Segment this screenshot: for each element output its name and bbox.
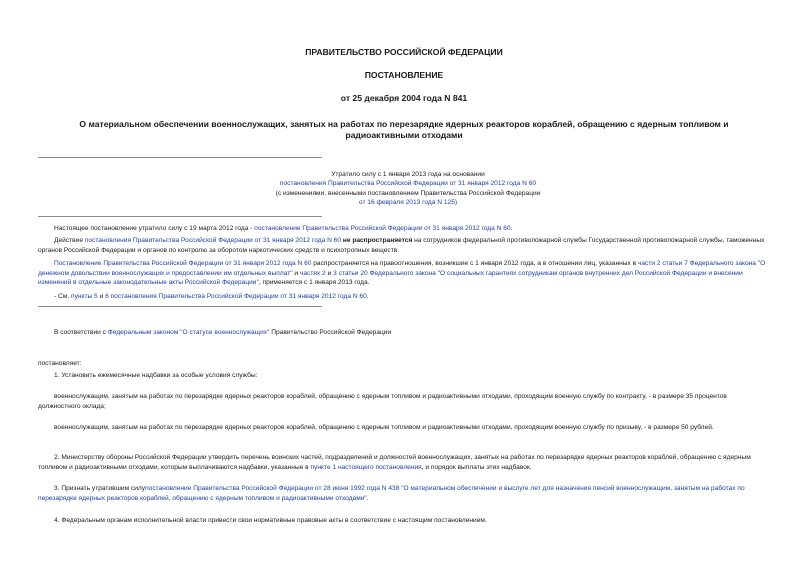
note-link[interactable]: постановление Правительства Российской Федерации от 31 января 2012 года N 60 <box>254 225 511 232</box>
note-paragraph <box>38 224 770 234</box>
body-text: В соответствии с <box>54 329 108 336</box>
decrees-label: постановляет: <box>38 360 82 367</box>
note-bold-text: не распространяется <box>341 237 413 244</box>
note-paragraph <box>38 259 770 288</box>
preamble-paragraph <box>38 328 770 338</box>
note-paragraph <box>38 236 770 255</box>
item-1-subparagraph: военнослужащим, занятым на работах по перезарядке ядерных реакторов кораблей, обращению с ядерным топливом и радиоактивными отходами, проходящим военную службу по призыву, - в размере 50 рублей. <box>54 424 714 431</box>
item-1-subparagraph: военнослужащим, занятым на работах по перезарядке ядерных реакторов кораблей, обращению с ядерным топливом и радиоактивными отходами, проходящим военную службу по контракту, - в размере 35 процентов должностного оклада; <box>38 393 727 410</box>
note-link[interactable]: 3 статьи 20 Федерального закона "О социальных гарантиях сотрудникам органов внутренних дел Российской Федерации и внесении изменений в отдельные законодательные акты Российской Федерации" <box>38 269 743 287</box>
lost-force-line: Утратило силу с 1 января 2013 года на основании <box>331 171 485 178</box>
item-3 <box>38 484 770 503</box>
lost-force-note <box>188 170 628 207</box>
note-link[interactable]: постановления Правительства Российской Федерации от 31 января 2012 года N 60 <box>84 237 341 244</box>
note-text: . <box>366 293 369 300</box>
lost-force-link[interactable]: постановления Правительства Российской Федерации от 31 января 2012 года N 60 <box>279 180 537 188</box>
body-text: 3. Признать утратившим силу <box>54 485 146 492</box>
note-text: , применяется с 1 января 2013 года. <box>258 279 370 287</box>
item-1: 1. Установить ежемесячные надбавки за особые условия службы: <box>54 372 258 379</box>
note-text: на сотрудников федеральной противопожарной службы Государственной противопожарной службы, таможенных органов Российской Федерации и органов по контролю за оборотом наркотических средств и психотропных веществ. <box>38 237 765 254</box>
note-link[interactable]: частях 2 <box>299 269 326 277</box>
note-text: и <box>325 269 334 277</box>
body-text: , и порядок выплаты этих надбавок. <box>421 463 532 471</box>
divider <box>38 216 322 217</box>
government-heading: ПРАВИТЕЛЬСТВО РОССИЙСКОЙ ФЕДЕРАЦИИ <box>305 47 503 57</box>
note-text: и <box>292 269 300 277</box>
note-text: - См. <box>54 293 71 300</box>
note-text: и <box>97 293 106 300</box>
document-title: О материальном обеспечении военнослужащих, занятых на работах по перезарядке ядерных реакторов кораблей, обращению с ядерным топливом и радиоактивными отходами <box>79 119 729 141</box>
item-4: 4. Федеральным органам исполнительной власти привести свои нормативные правовые акты в соответствие с настоящим постановлением. <box>54 517 487 524</box>
note-paragraph <box>38 292 770 302</box>
item-reference-link[interactable]: пункте 1 настоящего постановления <box>310 463 422 471</box>
note-link[interactable]: пункты 5 <box>71 293 98 300</box>
body-text: Правительство Российской Федерации <box>269 329 392 336</box>
law-link[interactable]: Федеральным законом "О статусе военнослужащих" <box>107 329 270 336</box>
date-number-heading: от 25 декабря 2004 года N 841 <box>340 93 468 103</box>
body-text: 2. Министерству обороны Российской Федерации утвердить перечень воинских частей, подразделений и должностей военнослужащих, занятых на работах по перезарядке ядерных реакторов кораблей, обращению с ядерным топливом и радиоактивными отходами, которым выплачиваются надбавки, указанные в <box>38 454 751 471</box>
note-text: . <box>510 225 513 232</box>
note-link[interactable]: части 2 статьи 7 Федерального закона "О денежном довольствии военнослужащих и предоставлении им отдельных выплат" <box>38 260 766 277</box>
lost-force-link[interactable]: от 16 февраля 2013 года N 125) <box>358 199 458 207</box>
divider <box>38 306 322 307</box>
body-text: . <box>366 494 369 502</box>
doc-type-heading: ПОСТАНОВЛЕНИЕ <box>364 70 444 80</box>
note-text: распространяется на правоотношения, возникшие с 1 января 2012 года, а в отношении лиц, указанных в <box>311 260 638 267</box>
repealed-act-link[interactable]: постановление Правительства Российской Федерации от 28 июня 1992 года N 438 "О материальном обеспечении и выслуге лет для назначения пенсий военнослужащим, занятым на работах по перезарядке ядерных реакторов кораблей, обращению с ядерным топливом и радиоактивными отходами" <box>38 485 745 502</box>
note-text: Действие <box>54 237 85 244</box>
divider <box>38 157 322 158</box>
note-text: Настоящее постановление утратило силу с 19 марта 2012 года - <box>54 225 255 232</box>
item-2 <box>38 453 770 472</box>
note-link[interactable]: Постановление Правительства Российской Федерации от 31 января 2012 года N 60 <box>54 260 312 267</box>
note-link[interactable]: 6 постановления Правительства Российской Федерации от 31 января 2012 года N 60 <box>105 293 367 300</box>
lost-force-line: (с изменениями, внесенными постановлением Правительства Российской Федерации <box>275 189 541 197</box>
